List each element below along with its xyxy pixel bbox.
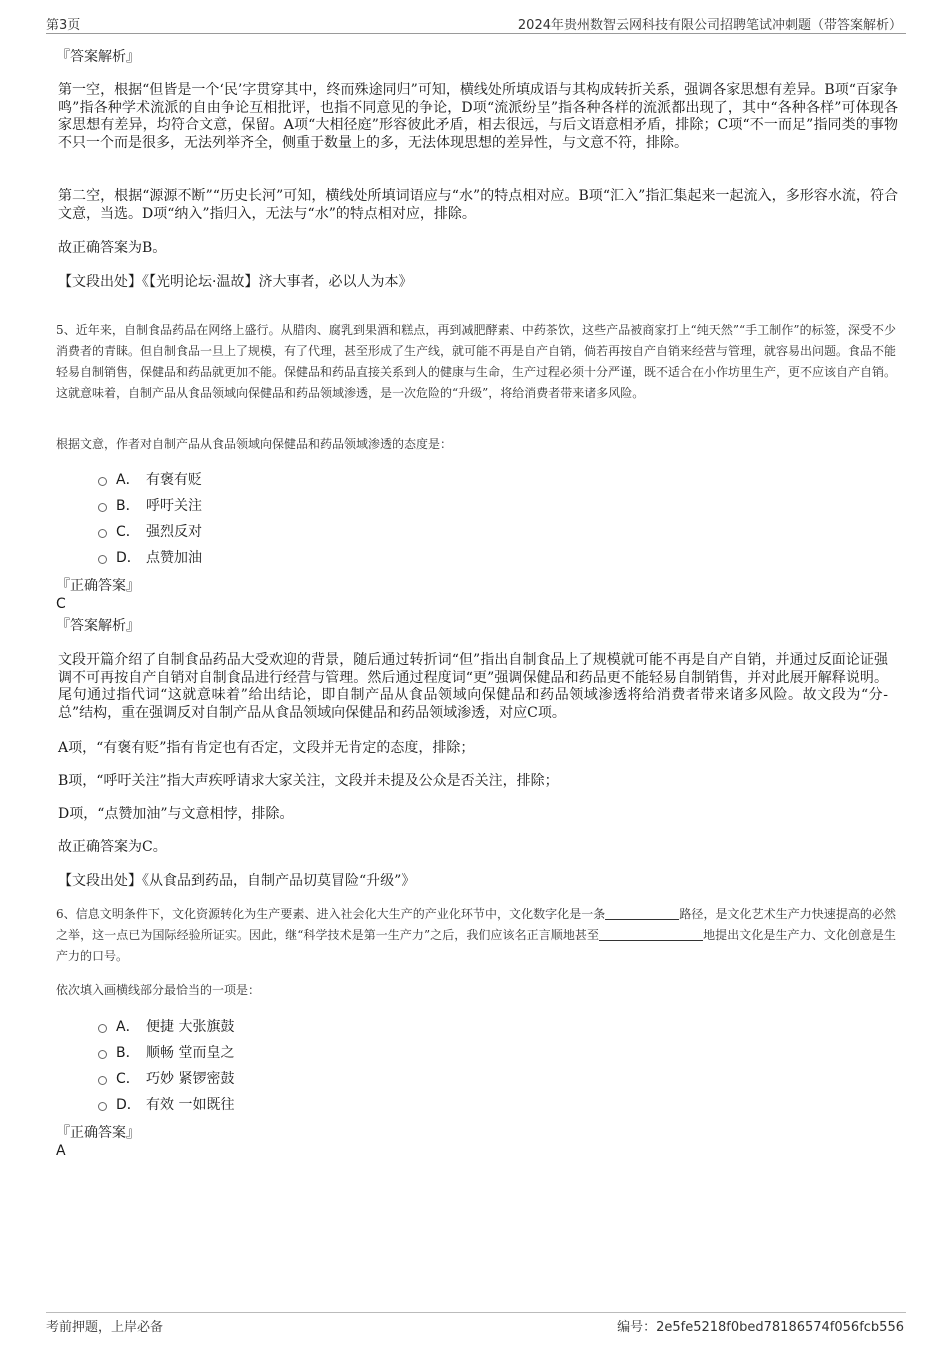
q4-analysis-label: 『答案解析』 — [56, 49, 140, 65]
q4-source: 【文段出处】《【光明论坛·温故】济大事者，必以人为本》 — [58, 274, 413, 290]
footer-slogan: 考前押题，上岸必备 — [46, 1320, 164, 1335]
radio-button-icon[interactable] — [98, 1102, 107, 1111]
page-header — [46, 12, 906, 34]
q6-answer-label: 『正确答案』 — [56, 1125, 140, 1141]
footer-code: 编号：2e5fe5218f0bed78186574f056fcb556 — [617, 1320, 904, 1335]
q5-option-b-analysis: B项，“呼吁关注”指大声疾呼请求大家关注，文段并未提及公众是否关注，排除； — [58, 773, 559, 789]
q6-stem: 6、信息文明条件下，文化资源转化为生产要素、进入社会化大生产的产业化环节中，文化数字化是一条 路径，是文化艺术生产力快速提高的必然之举，这一点已为国际经验所证实。因此，继“科学技术是第一生产力”之后，我们应该名正言顺地甚至 地提出文化是生产力、文化创意是生产力的口号。 — [56, 907, 896, 963]
q5-answer: C — [56, 596, 66, 612]
q4-analysis-p1: 第一空，根据“但皆是一个‘民’字贯穿其中，终而殊途同归”可知，横线处所填成语与其构成转折关系，强调各家思想有差异。B项“百家争鸣”指各种学术流派的自由争论互相批评，也指不同意见的争论，D项“流派纷呈”指各种各样的流派都出现了，其中“各种各样”可体现各家思想有差异，均符合文意，保留。A项“大相径庭”形容彼此矛盾，相去很远，与后文语意相矛盾，排除；C项“不一而足”指同类的事物不只一个而是很多，无法列举齐全，侧重于数量上的多，无法体现思想的差异性，与文意不符，排除。 — [58, 82, 898, 151]
fill-blank-2 — [599, 927, 703, 941]
q6-option-c[interactable]: C． 巧妙 紧锣密鼓 — [98, 1069, 234, 1089]
q6-option-b[interactable]: B． 顺畅 堂而皇之 — [98, 1043, 234, 1063]
radio-button-icon[interactable] — [98, 1024, 107, 1033]
q5-option-a-analysis: A项，“有褒有贬”指有肯定也有否定，文段并无肯定的态度，排除； — [58, 740, 475, 756]
q4-conclusion: 故正确答案为B。 — [58, 240, 167, 256]
q5-option-a[interactable]: A． 有褒有贬 — [98, 470, 202, 490]
q6-option-a[interactable]: A． 便捷 大张旗鼓 — [98, 1017, 234, 1037]
q5-conclusion: 故正确答案为C。 — [58, 839, 167, 855]
radio-button-icon[interactable] — [98, 1050, 107, 1059]
radio-button-icon[interactable] — [98, 529, 107, 538]
q5-option-d[interactable]: D． 点赞加油 — [98, 548, 202, 568]
q5-option-c[interactable]: C． 强烈反对 — [98, 522, 202, 542]
radio-button-icon[interactable] — [98, 1076, 107, 1085]
q6-question: 依次填入画横线部分最恰当的一项是： — [56, 983, 261, 997]
document-title: 2024年贵州数智云网科技有限公司招聘笔试冲刺题（带答案解析） — [517, 18, 902, 33]
q5-source: 【文段出处】《从食品到药品，自制产品切莫冒险“升级”》 — [58, 873, 416, 889]
fill-blank-1 — [605, 906, 679, 920]
q5-analysis: 文段开篇介绍了自制食品药品大受欢迎的背景，随后通过转折词“但”指出自制食品上了规模就可能不再是自产自销，并通过反面论证强调不可再按自产自销对自制食品进行经营与管理。然后通过程度词“更”强调保健品和药品更不能轻易自制销售，并对此展开解释说明。尾句通过指代词“这就意味着”给出结论，即自制产品从食品领域向保健品和药品领域渗透将给消费者带来诸多风险。故文段为“分-总”结构，重在强调反对自制产品从食品领域向保健品和药品领域渗透，对应C项。 — [58, 652, 888, 721]
page-number: 第3页 — [46, 18, 81, 33]
q5-option-d-analysis: D项，“点赞加油”与文意相悖，排除。 — [58, 806, 294, 822]
q5-analysis-label: 『答案解析』 — [56, 618, 140, 634]
q5-option-b[interactable]: B． 呼吁关注 — [98, 496, 202, 516]
q6-answer: A — [56, 1143, 66, 1159]
radio-button-icon[interactable] — [98, 503, 107, 512]
q5-stem: 5、近年来，自制食品药品在网络上盛行。从腊肉、腐乳到果酒和糕点，再到减肥酵素、中药茶饮，这些产品被商家打上“纯天然”“手工制作”的标签，深受不少消费者的青睐。但自制食品一旦上了规模，有了代理，甚至形成了生产线，就可能不再是自产自销，倘若再按自产自销来经营与管理，就容易出问题。食品不能轻易自制销售，保健品和药品就更加不能。保健品和药品直接关系到人的健康与生命，生产过程必须十分严谨，既不适合在小作坊里生产，更不应该自产自销。这就意味着，自制产品从食品领域向保健品和药品领域渗透，是一次危险的“升级”，将给消费者带来诸多风险。 — [56, 323, 897, 400]
page-footer — [46, 1312, 906, 1336]
q4-analysis-p2: 第二空，根据“源源不断”“历史长河”可知，横线处所填词语应与“水”的特点相对应。B项“汇入”指汇集起来一起流入，多形容水流，符合文意，当选。D项“纳入”指归入，无法与“水”的特点相对应，排除。 — [58, 188, 898, 222]
q6-option-d[interactable]: D． 有效 一如既往 — [98, 1095, 234, 1115]
radio-button-icon[interactable] — [98, 477, 107, 486]
q5-question: 根据文意，作者对自制产品从食品领域向保健品和药品领域渗透的态度是： — [56, 437, 453, 451]
q5-answer-label: 『正确答案』 — [56, 578, 140, 594]
radio-button-icon[interactable] — [98, 555, 107, 564]
